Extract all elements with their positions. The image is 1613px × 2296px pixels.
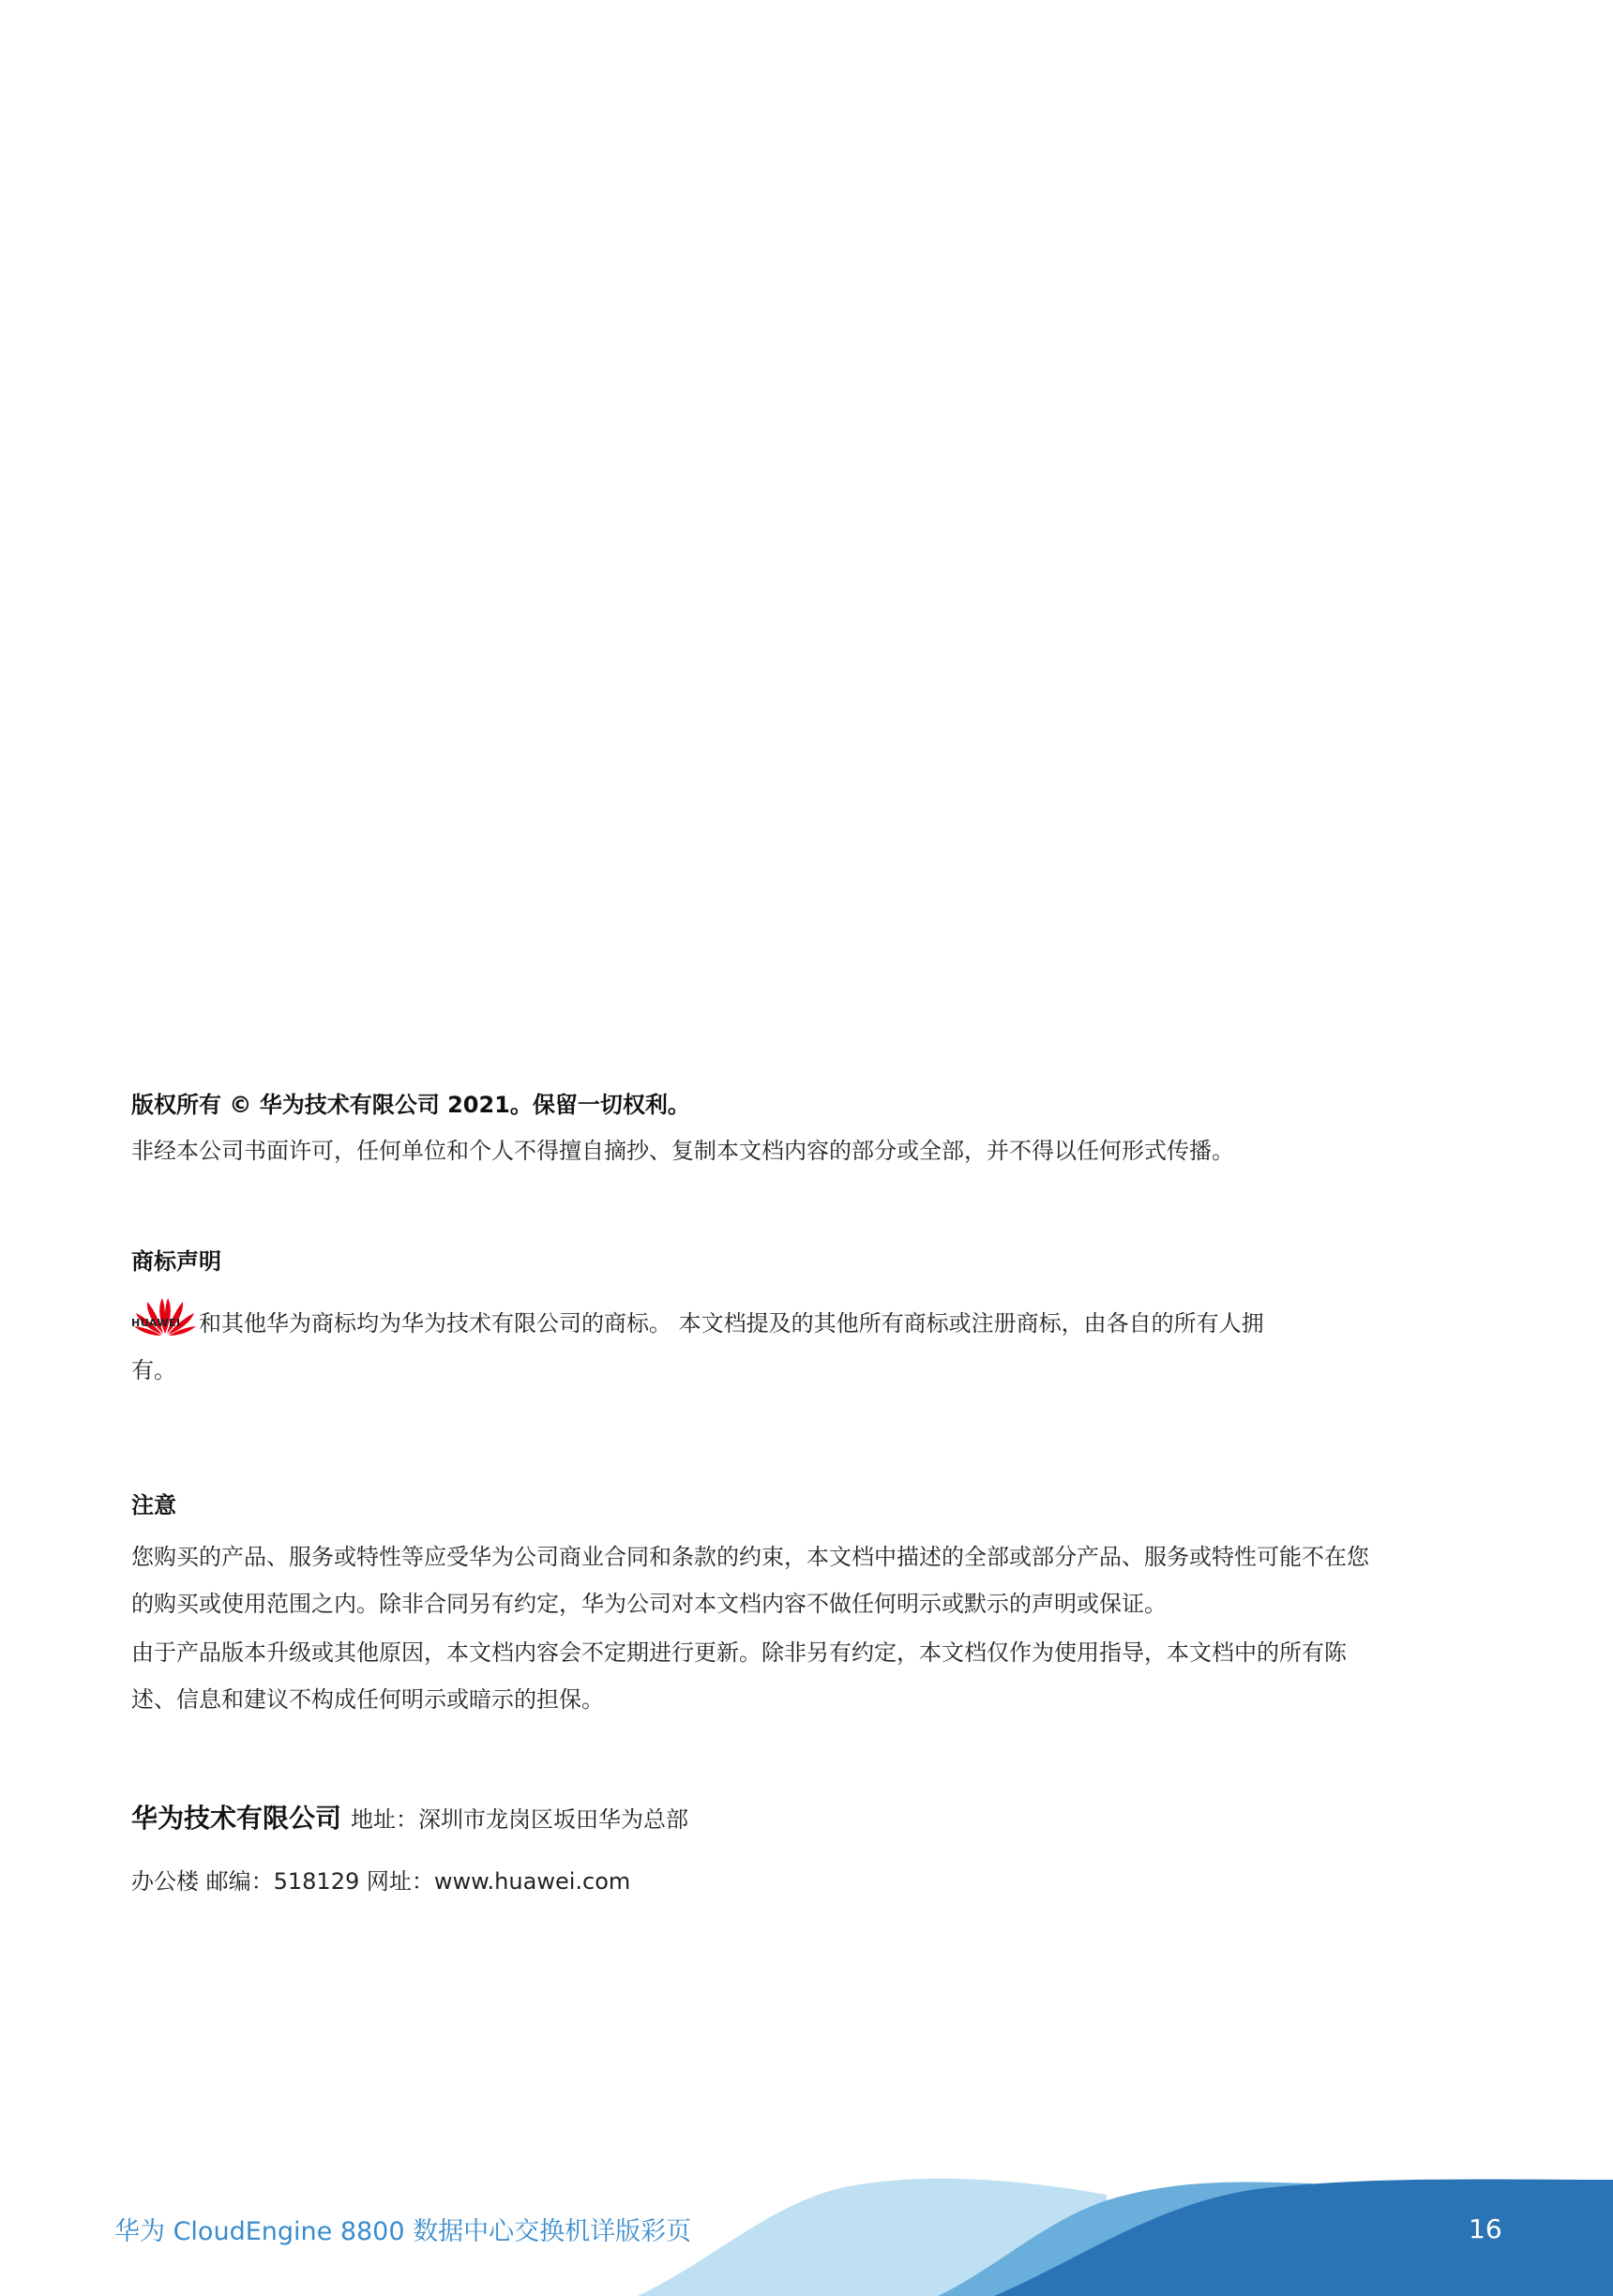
notice-paragraph-1 [131, 1533, 1491, 1627]
notice-p1-line-2: 的购买或使用范围之内。除非合同另有约定，华为公司对本文档内容不做任何明示或默示的声明或保证。 [131, 1591, 1167, 1617]
page-number: 16 [1469, 2213, 1502, 2244]
contact-line: 办公楼 邮编：518129 网址：www.huawei.com [131, 1868, 631, 1895]
copyright-text: 非经本公司书面许可，任何单位和个人不得擅自摘抄、复制本文档内容的部分或全部，并不得以任何形式传播。 [131, 1138, 1234, 1164]
trademark-line-2: 有。 [131, 1357, 176, 1383]
notice-p2-line-1: 由于产品版本升级或其他原因，本文档内容会不定期进行更新。除非另有约定，本文档仅作为使用指导，本文档中的所有陈 [131, 1639, 1347, 1666]
notice-p1-line-1: 您购买的产品、服务或特性等应受华为公司商业合同和条款的约束，本文档中描述的全部或部分产品、服务或特性可能不在您 [131, 1544, 1369, 1570]
huawei-logo [131, 1292, 199, 1347]
company-name: 华为技术有限公司 [131, 1803, 342, 1834]
footer-document-title: 华为 CloudEngine 8800 数据中心交换机详版彩页 [114, 2217, 692, 2246]
trademark-text [131, 1292, 1491, 1394]
notice-title: 注意 [131, 1492, 176, 1518]
notice-p2-line-2: 述、信息和建议不构成任何明示或暗示的担保。 [131, 1686, 604, 1713]
trademark-line-1 [131, 1292, 1491, 1347]
trademark-line-1-text: 和其他华为商标均为华为技术有限公司的商标。 本文档提及的其他所有商标或注册商标，由各自的所有人拥 [199, 1310, 1264, 1337]
copyright-title: 版权所有 © 华为技术有限公司 2021。保留一切权利。 [131, 1092, 690, 1118]
company-address-line [131, 1798, 1491, 1835]
company-address: 地址：深圳市龙岗区坂田华为总部 [351, 1806, 689, 1833]
huawei-logo-text: HUAWEI [131, 1317, 181, 1329]
notice-paragraph-2 [131, 1629, 1491, 1723]
trademark-title: 商标声明 [131, 1248, 221, 1275]
